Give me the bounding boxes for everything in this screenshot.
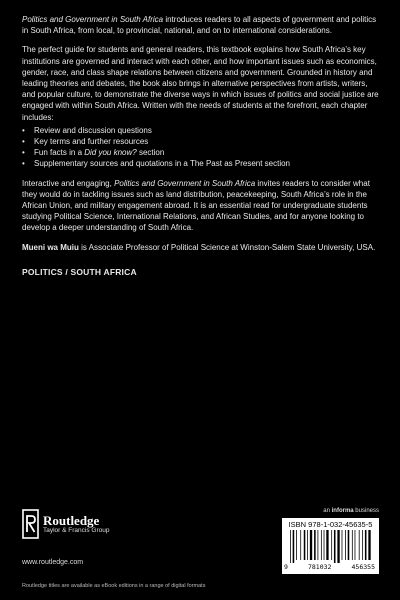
barcode-bar (318, 530, 319, 560)
barcode-bar (331, 530, 332, 560)
barcode-bar (321, 530, 322, 560)
author-bio (22, 242, 382, 253)
publisher-url[interactable]: www.routledge.com (22, 559, 84, 566)
routledge-r-icon (22, 509, 39, 539)
barcode-bar (307, 530, 308, 560)
informa-post: business (353, 508, 379, 514)
publisher-logo (22, 509, 109, 539)
barcode-bar (342, 530, 343, 560)
barcode-bar (348, 530, 350, 560)
barcode-bar (326, 530, 328, 560)
ebook-note: Routledge titles are available as eBook editions in a range of digital formats (22, 583, 206, 589)
barcode-bar (355, 530, 356, 560)
barcode-digits (282, 563, 379, 571)
barcode-bars (288, 530, 374, 563)
list-item: • Supplementary sources and quotations in a The Past as Present section (22, 158, 382, 169)
author-name: Mueni wa Muiu (22, 242, 79, 252)
barcode-bar (337, 530, 339, 563)
paragraph-text: invites readers to consider what they would do in tackling issues such as land distribution, peacekeeping, South Africa’s role in the African Union, and military engagement abroad. It is an essential read for undergraduate students studying Political Science, International Relations, and African Studies, and for anyone looking to develop a deeper understanding of South Africa. (22, 178, 370, 233)
intro-paragraph (22, 14, 382, 36)
barcode-bar (296, 530, 297, 560)
list-item-text: Fun facts in a (34, 148, 85, 158)
barcode-bar (345, 530, 346, 560)
list-item-text: section (136, 148, 165, 158)
barcode-bar (368, 530, 370, 560)
barcode-digits-right: 456355 (351, 563, 375, 571)
barcode-digits-left: 781032 (307, 563, 332, 571)
barcode-bar (304, 530, 306, 560)
barcode-bar (290, 530, 291, 563)
informa-brand: informa (331, 508, 354, 514)
paragraph-text: Interactive and engaging, (22, 178, 115, 188)
author-bio-text: is Associate Professor of Political Science at Winston-Salem State University, USA. (78, 242, 376, 252)
back-cover-text (22, 14, 382, 278)
informa-pre: an (323, 508, 332, 514)
barcode-bar (352, 530, 353, 560)
engagement-paragraph (22, 178, 382, 234)
barcode-bar (310, 530, 312, 560)
list-item (22, 147, 382, 158)
publisher-name: Routledge (43, 512, 100, 528)
subject-category: POLITICS / SOUTH AFRICA (22, 266, 137, 277)
book-title-italic: Politics and Government in South Africa (114, 178, 256, 188)
barcode-bar (365, 530, 367, 560)
informa-business-label (281, 508, 379, 514)
list-item-italic: Did you know? (84, 148, 137, 158)
barcode-bar (359, 530, 360, 560)
barcode-bar (334, 530, 336, 563)
isbn-barcode (282, 518, 379, 574)
barcode-bar (300, 530, 301, 560)
publisher-group: Taylor & Francis Group (43, 526, 110, 534)
barcode-bar (362, 530, 363, 560)
barcode-digit-prefix: 9 (284, 563, 288, 571)
barcode-bar (324, 530, 325, 560)
isbn-number: ISBN 978-1-032-45635-5 (288, 520, 373, 529)
intro-rest: introduces readers to all aspects of government and politics in South Africa, from local, to provincial, national, and on to international considerations. (22, 15, 377, 36)
description-paragraph: The perfect guide for students and general readers, this textbook explains how South Africa’s key institutions are governed and interact with each other, and how important issues such as economics, gender, race, and class shape relations between citizens and government. Grounded in history and leading theories and debates, the book also brings in alternative perspectives from artists, writers, and popular culture, to demonstrate the diverse ways in which issues of politics and social justice are engaged with within South Africa. Written with the needs of students at the forefront, each chapter includes: (22, 45, 379, 122)
list-item: • Review and discussion questions (22, 125, 382, 136)
chapter-features-list (22, 125, 382, 170)
book-title-italic: Politics and Government in South Africa (22, 15, 164, 24)
list-item: • Key terms and further resources (22, 136, 382, 147)
barcode-bar (293, 530, 295, 563)
barcode-bar (314, 530, 316, 560)
